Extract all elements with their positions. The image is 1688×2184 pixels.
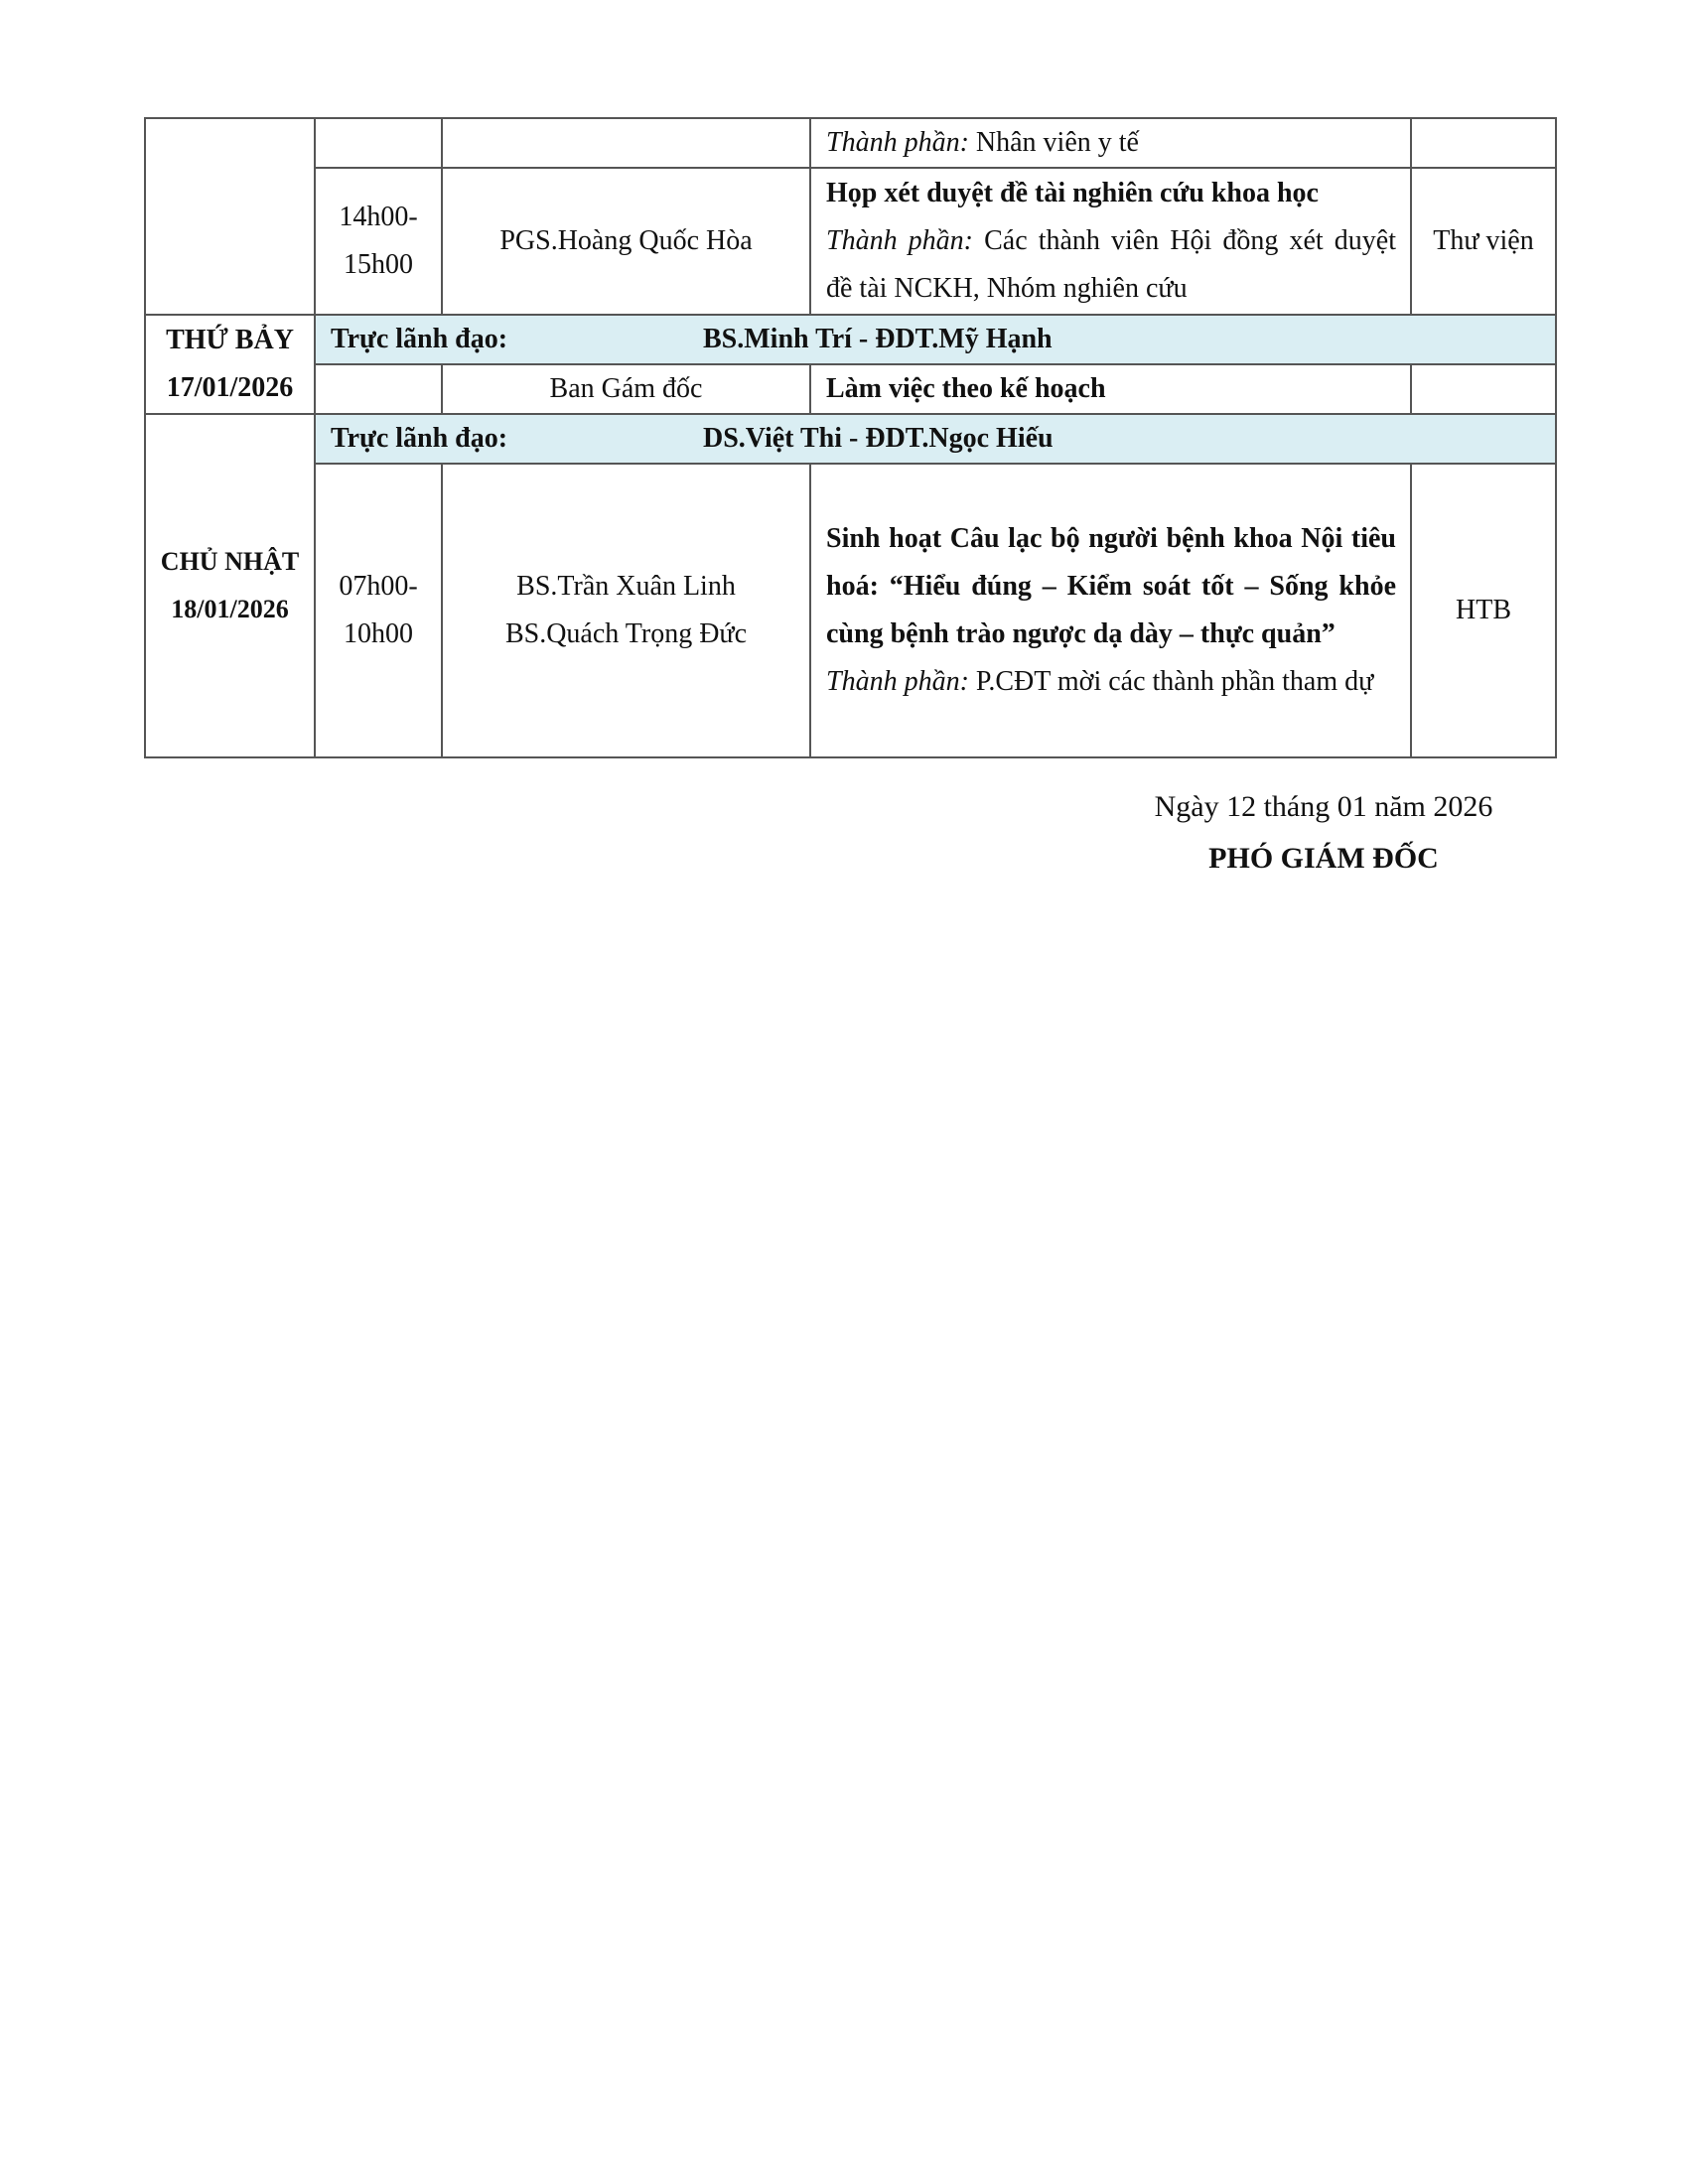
time-end: 15h00 [344, 249, 413, 280]
table-row [145, 464, 1556, 757]
participants-text: Nhân viên y tế [968, 127, 1139, 158]
table-row [145, 168, 1556, 315]
duty-names: DS.Việt Thi - ĐDT.Ngọc Hiếu [703, 423, 1054, 454]
content-cell: Làm việc theo kế hoạch [810, 364, 1411, 414]
signature-title: PHÓ GIÁM ĐỐC [1208, 842, 1439, 875]
table-row [145, 118, 1556, 168]
time-end: 10h00 [344, 618, 413, 649]
day-cell-continued [145, 118, 315, 315]
location-cell [1411, 118, 1556, 168]
day-date: 18/01/2026 [171, 595, 289, 623]
day-cell-saturday [145, 315, 315, 414]
location-cell: Thư viện [1411, 168, 1556, 315]
time-cell [315, 364, 442, 414]
location-cell: HTB [1411, 464, 1556, 757]
time-cell [315, 464, 442, 757]
location-cell [1411, 364, 1556, 414]
time-cell [315, 168, 442, 315]
day-cell-sunday [145, 414, 315, 757]
day-date: 17/01/2026 [166, 372, 294, 403]
person-cell [442, 118, 810, 168]
content-cell [810, 118, 1411, 168]
duty-cell [315, 315, 1556, 364]
participants-label: Thành phần: [826, 666, 969, 697]
event-title: Họp xét duyệt đề tài nghiên cứu khoa học [826, 178, 1319, 208]
schedule-table [144, 117, 1557, 758]
participants-label: Thành phần: [826, 225, 973, 256]
participants-label: Thành phần: [826, 127, 969, 158]
duty-cell [315, 414, 1556, 464]
content-cell [810, 168, 1411, 315]
event-title: Sinh hoạt Câu lạc bộ người bệnh khoa Nội tiêu hoá: “Hiểu đúng – Kiểm soát tốt – Sống khỏe cùng bệnh trào ngược dạ dày – thực quản” [826, 523, 1396, 649]
content-cell [810, 464, 1411, 757]
time-start: 14h00- [339, 202, 418, 232]
participants-text: P.CĐT mời các thành phần tham dự [968, 666, 1374, 697]
time-cell [315, 118, 442, 168]
duty-label: Trực lãnh đạo: [331, 324, 508, 354]
duty-names: BS.Minh Trí - ĐDT.Mỹ Hạnh [703, 324, 1053, 354]
participants-text: Các thành viên Hội đồng xét duyệt đề tài NCKH, Nhóm nghiên cứu [826, 225, 1397, 304]
person-name: BS.Quách Trọng Đức [504, 618, 748, 649]
day-name: THỨ BẢY [166, 325, 294, 355]
duty-row-sunday [145, 414, 1556, 464]
time-start: 07h00- [339, 571, 418, 602]
person-cell: Ban Gám đốc [442, 364, 810, 414]
person-cell [442, 464, 810, 757]
day-name: CHỦ NHẬT [160, 547, 300, 576]
table-row [145, 364, 1556, 414]
duty-label: Trực lãnh đạo: [331, 423, 508, 454]
person-cell: PGS.Hoàng Quốc Hòa [442, 168, 810, 315]
duty-row-saturday [145, 315, 1556, 364]
person-name: BS.Trần Xuân Linh [516, 571, 736, 602]
signature-date: Ngày 12 tháng 01 năm 2026 [1154, 790, 1493, 823]
